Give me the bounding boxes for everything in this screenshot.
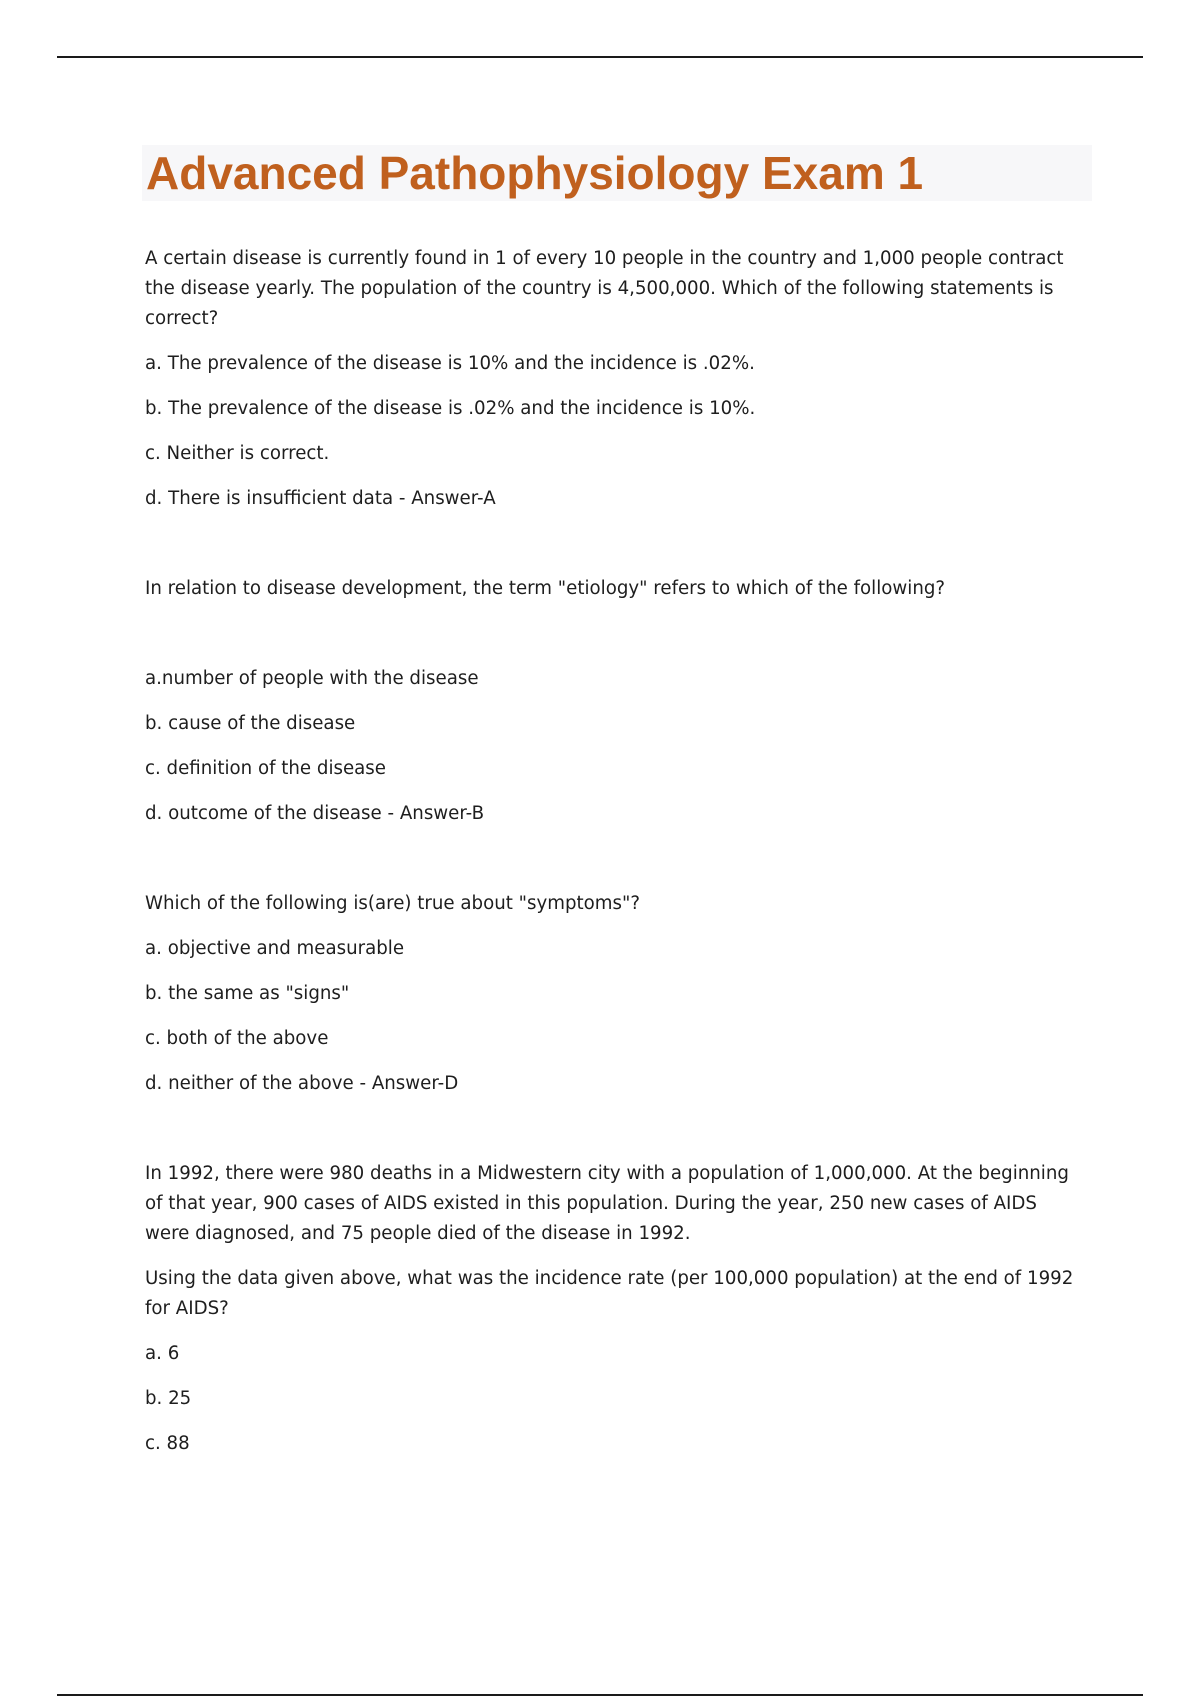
- question-stem: Which of the following is(are) true about "symptoms"?: [145, 893, 640, 914]
- answer-option: a.number of people with the disease: [145, 668, 479, 689]
- document-body: [145, 244, 1085, 1459]
- answer-option: d. outcome of the disease - Answer-B: [145, 803, 485, 824]
- question-stem: A certain disease is currently found in 1 of every 10 people in the country and 1,000 people contract the disease yearly. The population of the country is 4,500,000. Which of the following statements is correct?: [145, 248, 1064, 329]
- document-title: Advanced Pathophysiology Exam 1: [146, 147, 924, 199]
- question-2: [145, 574, 1085, 829]
- answer-option: d. There is insufficient data - Answer-A: [145, 488, 496, 509]
- answer-option: b. the same as "signs": [145, 983, 350, 1004]
- bottom-rule: [57, 1694, 1143, 1696]
- question-4: [145, 1159, 1085, 1459]
- question-stem: Using the data given above, what was the incidence rate (per 100,000 population) at the end of 1992 for AIDS?: [145, 1268, 1074, 1319]
- answer-option: b. cause of the disease: [145, 713, 356, 734]
- answer-option: b. 25: [145, 1388, 192, 1409]
- answer-option: c. 88: [145, 1433, 190, 1454]
- answer-option: c. definition of the disease: [145, 758, 386, 779]
- answer-option: c. Neither is correct.: [145, 443, 330, 464]
- question-stem: In relation to disease development, the term "etiology" refers to which of the following?: [145, 578, 946, 599]
- question-1: [145, 244, 1085, 514]
- answer-option: a. objective and measurable: [145, 938, 405, 959]
- answer-option: d. neither of the above - Answer-D: [145, 1073, 459, 1094]
- question-stem: In 1992, there were 980 deaths in a Midwestern city with a population of 1,000,000. At the beginning of that year, 900 cases of AIDS existed in this population. During the year, 250 new cases of AIDS were diagnosed, and 75 people died of the disease in 1992.: [145, 1163, 1069, 1244]
- answer-option: c. both of the above: [145, 1028, 329, 1049]
- question-3: [145, 889, 1085, 1099]
- answer-option: a. The prevalence of the disease is 10% and the incidence is .02%.: [145, 353, 755, 374]
- answer-option: b. The prevalence of the disease is .02% and the incidence is 10%.: [145, 398, 756, 419]
- top-rule: [57, 56, 1143, 58]
- answer-option: a. 6: [145, 1343, 180, 1364]
